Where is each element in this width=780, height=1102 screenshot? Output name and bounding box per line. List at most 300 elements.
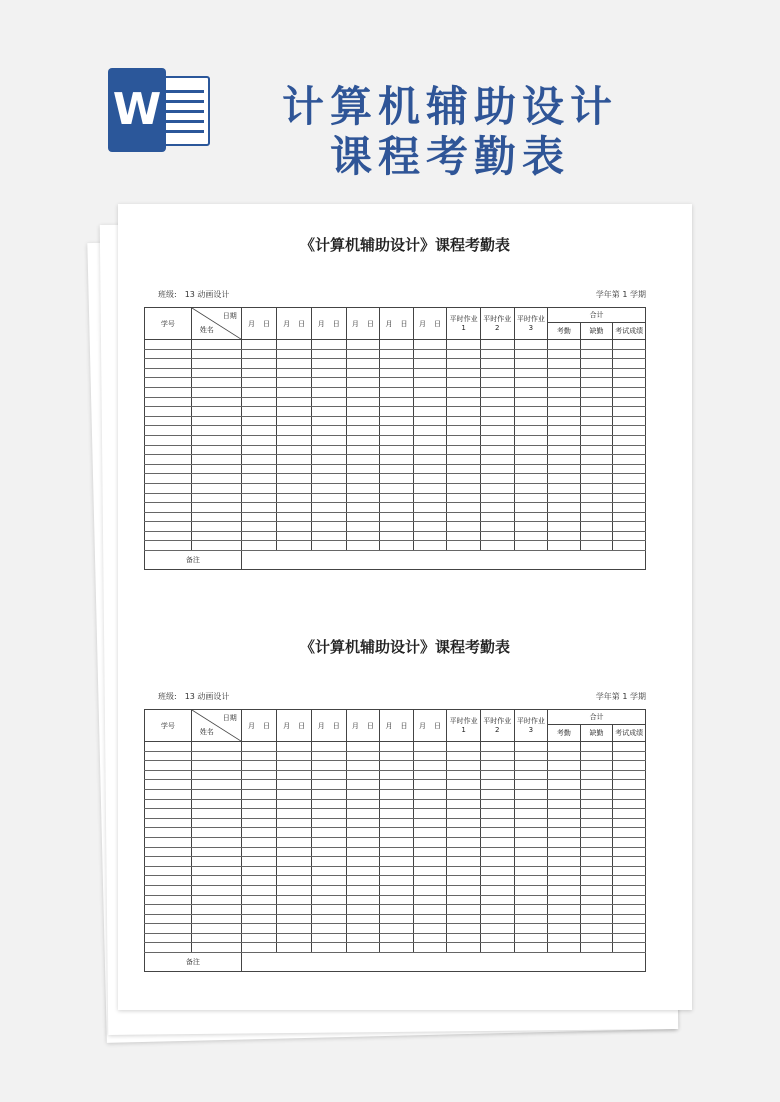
table-cell[interactable] <box>380 895 414 905</box>
table-cell[interactable] <box>380 780 414 790</box>
table-cell[interactable] <box>380 933 414 943</box>
table-cell[interactable] <box>548 387 581 397</box>
table-cell[interactable] <box>613 828 646 838</box>
table-cell[interactable] <box>277 857 312 867</box>
table-cell[interactable] <box>277 895 312 905</box>
table-cell[interactable] <box>514 493 548 503</box>
table-cell[interactable] <box>480 426 514 436</box>
table-cell[interactable] <box>480 933 514 943</box>
table-cell[interactable] <box>380 828 414 838</box>
table-cell[interactable] <box>480 474 514 484</box>
table-cell[interactable] <box>191 493 241 503</box>
table-cell[interactable] <box>480 742 514 752</box>
table-cell[interactable] <box>191 387 241 397</box>
table-cell[interactable] <box>346 799 380 809</box>
table-cell[interactable] <box>191 847 241 857</box>
table-cell[interactable] <box>480 789 514 799</box>
table-cell[interactable] <box>241 866 277 876</box>
table-cell[interactable] <box>580 464 613 474</box>
table-cell[interactable] <box>580 789 613 799</box>
table-cell[interactable] <box>277 780 312 790</box>
table-cell[interactable] <box>514 837 548 847</box>
table-cell[interactable] <box>346 905 380 915</box>
table-cell[interactable] <box>277 503 312 513</box>
table-cell[interactable] <box>380 522 414 532</box>
table-cell[interactable] <box>380 368 414 378</box>
table-cell[interactable] <box>311 340 346 350</box>
table-cell[interactable] <box>480 397 514 407</box>
table-cell[interactable] <box>380 531 414 541</box>
table-cell[interactable] <box>145 340 192 350</box>
table-cell[interactable] <box>480 895 514 905</box>
table-cell[interactable] <box>447 780 481 790</box>
table-cell[interactable] <box>346 378 380 388</box>
table-cell[interactable] <box>380 387 414 397</box>
table-cell[interactable] <box>613 837 646 847</box>
table-cell[interactable] <box>311 876 346 886</box>
table-cell[interactable] <box>241 531 277 541</box>
table-cell[interactable] <box>145 368 192 378</box>
table-cell[interactable] <box>613 387 646 397</box>
table-cell[interactable] <box>346 933 380 943</box>
table-cell[interactable] <box>346 349 380 359</box>
table-cell[interactable] <box>613 474 646 484</box>
table-cell[interactable] <box>311 387 346 397</box>
table-cell[interactable] <box>413 828 447 838</box>
table-cell[interactable] <box>380 742 414 752</box>
table-cell[interactable] <box>480 483 514 493</box>
table-cell[interactable] <box>380 885 414 895</box>
table-cell[interactable] <box>548 905 581 915</box>
table-cell[interactable] <box>613 378 646 388</box>
table-cell[interactable] <box>346 837 380 847</box>
table-cell[interactable] <box>145 847 192 857</box>
table-cell[interactable] <box>311 895 346 905</box>
table-cell[interactable] <box>241 464 277 474</box>
table-cell[interactable] <box>480 914 514 924</box>
table-cell[interactable] <box>447 876 481 886</box>
table-cell[interactable] <box>548 378 581 388</box>
table-cell[interactable] <box>191 531 241 541</box>
table-cell[interactable] <box>277 435 312 445</box>
table-cell[interactable] <box>514 780 548 790</box>
table-cell[interactable] <box>311 943 346 953</box>
table-cell[interactable] <box>380 905 414 915</box>
table-cell[interactable] <box>480 799 514 809</box>
table-cell[interactable] <box>311 770 346 780</box>
table-cell[interactable] <box>447 742 481 752</box>
table-cell[interactable] <box>191 885 241 895</box>
table-cell[interactable] <box>613 368 646 378</box>
table-cell[interactable] <box>145 445 192 455</box>
table-cell[interactable] <box>311 742 346 752</box>
table-cell[interactable] <box>480 541 514 551</box>
table-cell[interactable] <box>191 359 241 369</box>
table-cell[interactable] <box>514 905 548 915</box>
table-cell[interactable] <box>311 789 346 799</box>
remark-field[interactable] <box>241 953 645 972</box>
table-cell[interactable] <box>580 416 613 426</box>
table-cell[interactable] <box>447 531 481 541</box>
table-cell[interactable] <box>311 416 346 426</box>
table-cell[interactable] <box>241 445 277 455</box>
table-cell[interactable] <box>548 503 581 513</box>
table-cell[interactable] <box>277 359 312 369</box>
table-cell[interactable] <box>191 435 241 445</box>
table-cell[interactable] <box>380 378 414 388</box>
table-cell[interactable] <box>191 522 241 532</box>
table-cell[interactable] <box>311 464 346 474</box>
table-cell[interactable] <box>548 876 581 886</box>
table-cell[interactable] <box>613 847 646 857</box>
table-cell[interactable] <box>380 435 414 445</box>
table-cell[interactable] <box>514 885 548 895</box>
table-cell[interactable] <box>514 789 548 799</box>
table-cell[interactable] <box>191 445 241 455</box>
table-cell[interactable] <box>413 531 447 541</box>
table-cell[interactable] <box>346 368 380 378</box>
table-cell[interactable] <box>447 818 481 828</box>
table-cell[interactable] <box>145 837 192 847</box>
table-cell[interactable] <box>145 493 192 503</box>
table-cell[interactable] <box>580 885 613 895</box>
table-cell[interactable] <box>277 455 312 465</box>
table-cell[interactable] <box>277 483 312 493</box>
table-cell[interactable] <box>613 780 646 790</box>
table-cell[interactable] <box>277 876 312 886</box>
table-cell[interactable] <box>145 818 192 828</box>
table-cell[interactable] <box>277 789 312 799</box>
table-cell[interactable] <box>241 905 277 915</box>
table-cell[interactable] <box>277 397 312 407</box>
table-cell[interactable] <box>480 943 514 953</box>
table-cell[interactable] <box>277 416 312 426</box>
table-cell[interactable] <box>191 378 241 388</box>
table-cell[interactable] <box>380 483 414 493</box>
table-cell[interactable] <box>380 359 414 369</box>
table-cell[interactable] <box>548 780 581 790</box>
table-cell[interactable] <box>241 397 277 407</box>
table-cell[interactable] <box>413 857 447 867</box>
table-cell[interactable] <box>548 464 581 474</box>
table-cell[interactable] <box>514 531 548 541</box>
table-cell[interactable] <box>580 799 613 809</box>
table-cell[interactable] <box>613 885 646 895</box>
table-cell[interactable] <box>346 761 380 771</box>
table-cell[interactable] <box>413 349 447 359</box>
table-cell[interactable] <box>311 359 346 369</box>
table-cell[interactable] <box>277 905 312 915</box>
table-cell[interactable] <box>413 416 447 426</box>
table-cell[interactable] <box>380 924 414 934</box>
table-cell[interactable] <box>241 770 277 780</box>
table-cell[interactable] <box>241 828 277 838</box>
table-cell[interactable] <box>145 770 192 780</box>
table-cell[interactable] <box>447 895 481 905</box>
table-cell[interactable] <box>613 349 646 359</box>
table-cell[interactable] <box>447 416 481 426</box>
table-cell[interactable] <box>580 340 613 350</box>
table-cell[interactable] <box>447 799 481 809</box>
table-cell[interactable] <box>380 407 414 417</box>
table-cell[interactable] <box>241 426 277 436</box>
table-cell[interactable] <box>613 503 646 513</box>
table-cell[interactable] <box>311 503 346 513</box>
table-cell[interactable] <box>413 789 447 799</box>
table-cell[interactable] <box>548 493 581 503</box>
table-cell[interactable] <box>346 407 380 417</box>
table-cell[interactable] <box>145 789 192 799</box>
table-cell[interactable] <box>145 416 192 426</box>
table-cell[interactable] <box>145 378 192 388</box>
table-cell[interactable] <box>145 512 192 522</box>
table-cell[interactable] <box>480 857 514 867</box>
table-cell[interactable] <box>241 541 277 551</box>
table-cell[interactable] <box>346 924 380 934</box>
table-cell[interactable] <box>241 416 277 426</box>
table-cell[interactable] <box>277 340 312 350</box>
table-cell[interactable] <box>277 818 312 828</box>
table-cell[interactable] <box>346 522 380 532</box>
table-cell[interactable] <box>241 857 277 867</box>
table-cell[interactable] <box>413 503 447 513</box>
table-cell[interactable] <box>191 780 241 790</box>
table-cell[interactable] <box>346 751 380 761</box>
table-cell[interactable] <box>548 789 581 799</box>
table-cell[interactable] <box>480 493 514 503</box>
table-cell[interactable] <box>548 943 581 953</box>
table-cell[interactable] <box>145 474 192 484</box>
table-cell[interactable] <box>241 368 277 378</box>
table-cell[interactable] <box>277 933 312 943</box>
table-cell[interactable] <box>241 837 277 847</box>
table-cell[interactable] <box>413 895 447 905</box>
table-cell[interactable] <box>580 522 613 532</box>
table-cell[interactable] <box>514 445 548 455</box>
table-cell[interactable] <box>380 445 414 455</box>
table-cell[interactable] <box>548 828 581 838</box>
table-cell[interactable] <box>613 818 646 828</box>
table-cell[interactable] <box>613 895 646 905</box>
table-cell[interactable] <box>447 541 481 551</box>
table-cell[interactable] <box>580 751 613 761</box>
table-cell[interactable] <box>548 455 581 465</box>
table-cell[interactable] <box>311 368 346 378</box>
table-cell[interactable] <box>145 397 192 407</box>
table-cell[interactable] <box>145 541 192 551</box>
table-cell[interactable] <box>145 895 192 905</box>
table-cell[interactable] <box>514 828 548 838</box>
table-cell[interactable] <box>145 876 192 886</box>
table-cell[interactable] <box>241 483 277 493</box>
table-cell[interactable] <box>480 924 514 934</box>
table-cell[interactable] <box>413 751 447 761</box>
table-cell[interactable] <box>277 761 312 771</box>
table-cell[interactable] <box>241 349 277 359</box>
table-cell[interactable] <box>548 761 581 771</box>
table-cell[interactable] <box>413 426 447 436</box>
table-cell[interactable] <box>346 866 380 876</box>
table-cell[interactable] <box>580 426 613 436</box>
table-cell[interactable] <box>447 770 481 780</box>
table-cell[interactable] <box>613 522 646 532</box>
table-cell[interactable] <box>514 924 548 934</box>
table-cell[interactable] <box>380 541 414 551</box>
table-cell[interactable] <box>241 378 277 388</box>
table-cell[interactable] <box>380 426 414 436</box>
table-cell[interactable] <box>277 512 312 522</box>
table-cell[interactable] <box>311 761 346 771</box>
table-cell[interactable] <box>346 847 380 857</box>
table-cell[interactable] <box>241 742 277 752</box>
table-cell[interactable] <box>447 809 481 819</box>
table-cell[interactable] <box>548 531 581 541</box>
table-cell[interactable] <box>413 397 447 407</box>
table-cell[interactable] <box>580 493 613 503</box>
table-cell[interactable] <box>447 378 481 388</box>
table-cell[interactable] <box>145 742 192 752</box>
table-cell[interactable] <box>447 789 481 799</box>
table-cell[interactable] <box>514 742 548 752</box>
table-cell[interactable] <box>580 503 613 513</box>
table-cell[interactable] <box>277 751 312 761</box>
table-cell[interactable] <box>514 943 548 953</box>
table-cell[interactable] <box>311 474 346 484</box>
table-cell[interactable] <box>447 943 481 953</box>
table-cell[interactable] <box>548 847 581 857</box>
table-cell[interactable] <box>191 905 241 915</box>
table-cell[interactable] <box>346 895 380 905</box>
table-cell[interactable] <box>145 426 192 436</box>
table-cell[interactable] <box>380 761 414 771</box>
table-cell[interactable] <box>380 818 414 828</box>
table-cell[interactable] <box>580 828 613 838</box>
table-cell[interactable] <box>514 818 548 828</box>
table-cell[interactable] <box>447 914 481 924</box>
table-cell[interactable] <box>613 464 646 474</box>
table-cell[interactable] <box>413 847 447 857</box>
table-cell[interactable] <box>145 464 192 474</box>
table-cell[interactable] <box>480 761 514 771</box>
table-cell[interactable] <box>241 818 277 828</box>
table-cell[interactable] <box>548 416 581 426</box>
table-cell[interactable] <box>447 503 481 513</box>
table-cell[interactable] <box>580 933 613 943</box>
table-cell[interactable] <box>191 368 241 378</box>
table-cell[interactable] <box>480 522 514 532</box>
table-cell[interactable] <box>613 445 646 455</box>
table-cell[interactable] <box>480 503 514 513</box>
table-cell[interactable] <box>447 837 481 847</box>
table-cell[interactable] <box>413 885 447 895</box>
table-cell[interactable] <box>514 761 548 771</box>
table-cell[interactable] <box>580 483 613 493</box>
table-cell[interactable] <box>277 837 312 847</box>
table-cell[interactable] <box>548 340 581 350</box>
table-cell[interactable] <box>311 407 346 417</box>
table-cell[interactable] <box>145 531 192 541</box>
table-cell[interactable] <box>311 541 346 551</box>
table-cell[interactable] <box>145 809 192 819</box>
table-cell[interactable] <box>311 799 346 809</box>
table-cell[interactable] <box>145 905 192 915</box>
table-cell[interactable] <box>277 866 312 876</box>
table-cell[interactable] <box>514 857 548 867</box>
table-cell[interactable] <box>191 943 241 953</box>
table-cell[interactable] <box>380 751 414 761</box>
table-cell[interactable] <box>548 474 581 484</box>
table-cell[interactable] <box>145 503 192 513</box>
table-cell[interactable] <box>480 847 514 857</box>
table-cell[interactable] <box>191 857 241 867</box>
table-cell[interactable] <box>413 943 447 953</box>
table-cell[interactable] <box>277 522 312 532</box>
table-cell[interactable] <box>277 541 312 551</box>
table-cell[interactable] <box>241 924 277 934</box>
table-cell[interactable] <box>346 340 380 350</box>
table-cell[interactable] <box>346 464 380 474</box>
table-cell[interactable] <box>514 503 548 513</box>
table-cell[interactable] <box>241 780 277 790</box>
table-cell[interactable] <box>277 943 312 953</box>
table-cell[interactable] <box>380 340 414 350</box>
table-cell[interactable] <box>277 885 312 895</box>
table-cell[interactable] <box>241 340 277 350</box>
table-cell[interactable] <box>447 857 481 867</box>
table-cell[interactable] <box>447 407 481 417</box>
table-cell[interactable] <box>447 866 481 876</box>
table-cell[interactable] <box>277 426 312 436</box>
table-cell[interactable] <box>311 751 346 761</box>
table-cell[interactable] <box>514 895 548 905</box>
table-cell[interactable] <box>613 857 646 867</box>
table-cell[interactable] <box>548 541 581 551</box>
table-cell[interactable] <box>277 914 312 924</box>
table-cell[interactable] <box>277 770 312 780</box>
table-cell[interactable] <box>241 789 277 799</box>
table-cell[interactable] <box>311 378 346 388</box>
table-cell[interactable] <box>241 885 277 895</box>
table-cell[interactable] <box>145 387 192 397</box>
table-cell[interactable] <box>311 455 346 465</box>
table-cell[interactable] <box>380 837 414 847</box>
table-cell[interactable] <box>548 751 581 761</box>
table-cell[interactable] <box>191 503 241 513</box>
table-cell[interactable] <box>145 799 192 809</box>
table-cell[interactable] <box>241 809 277 819</box>
table-cell[interactable] <box>145 857 192 867</box>
table-cell[interactable] <box>241 943 277 953</box>
table-cell[interactable] <box>413 780 447 790</box>
table-cell[interactable] <box>480 751 514 761</box>
table-cell[interactable] <box>241 474 277 484</box>
table-cell[interactable] <box>346 809 380 819</box>
table-cell[interactable] <box>277 349 312 359</box>
table-cell[interactable] <box>480 349 514 359</box>
table-cell[interactable] <box>191 426 241 436</box>
table-cell[interactable] <box>191 789 241 799</box>
table-cell[interactable] <box>191 818 241 828</box>
table-cell[interactable] <box>480 359 514 369</box>
table-cell[interactable] <box>548 445 581 455</box>
table-cell[interactable] <box>413 483 447 493</box>
table-cell[interactable] <box>241 847 277 857</box>
table-cell[interactable] <box>241 522 277 532</box>
table-cell[interactable] <box>514 368 548 378</box>
table-cell[interactable] <box>580 742 613 752</box>
table-cell[interactable] <box>480 770 514 780</box>
table-cell[interactable] <box>447 751 481 761</box>
